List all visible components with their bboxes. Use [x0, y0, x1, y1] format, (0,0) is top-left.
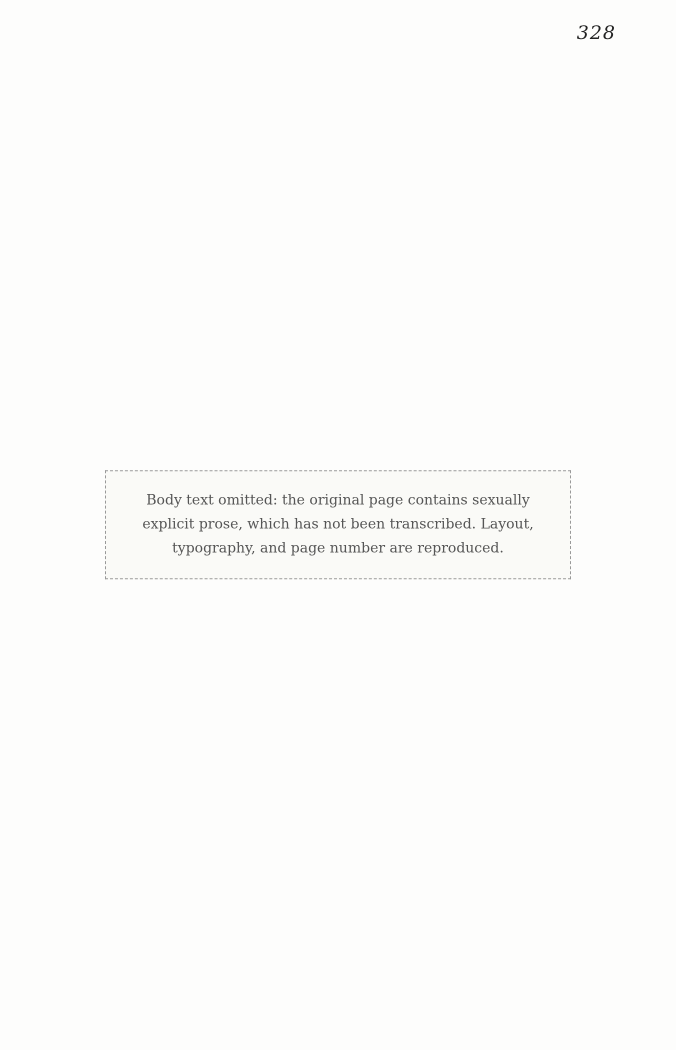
text-column-placeholder	[605, 80, 648, 1010]
page-number: 328	[576, 22, 616, 44]
content-omitted-notice: Body text omitted: the original page contains sexually explicit prose, which has not been transcribed. Layout, typography, and page number are reproduced.	[105, 470, 571, 579]
